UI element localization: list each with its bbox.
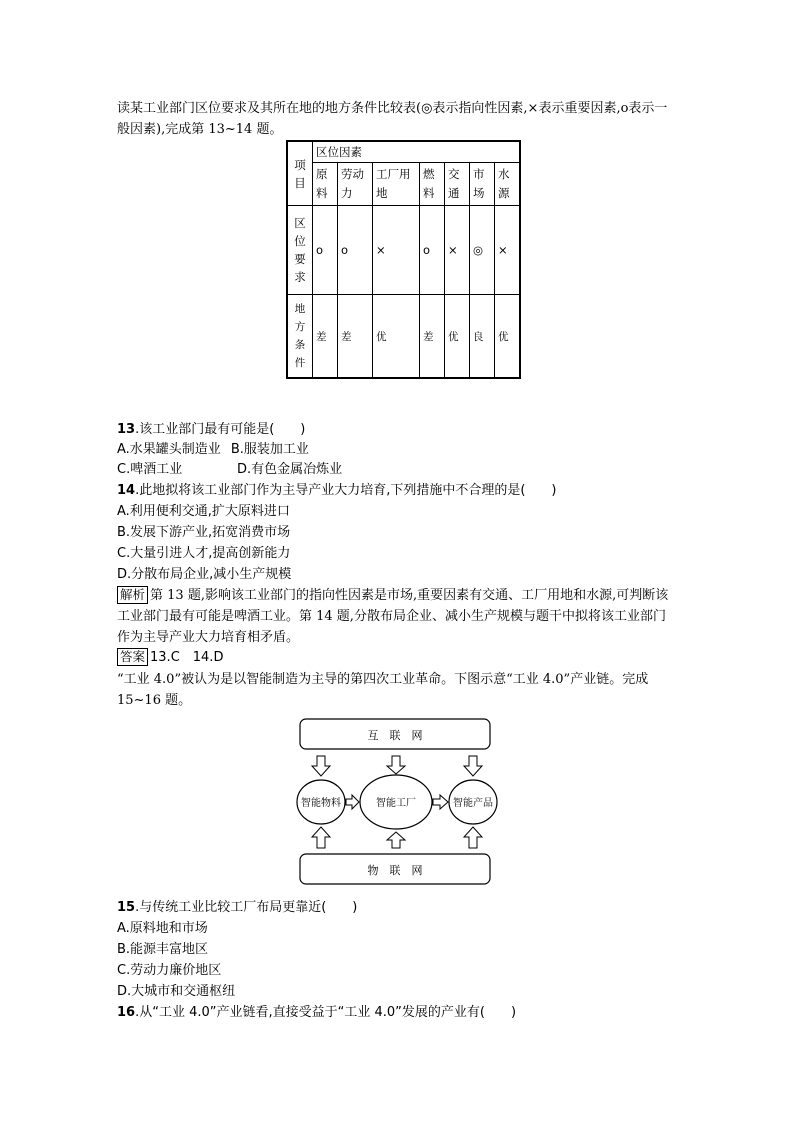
table-col-header: 交通: [445, 163, 470, 206]
option-a[interactable]: A.原料地和市场: [117, 921, 208, 936]
arrow-right-icon: [346, 795, 359, 809]
question-number: 16: [117, 1005, 136, 1020]
question-15: [117, 898, 357, 918]
q13-options-row-2: [117, 460, 342, 480]
answer-block: [117, 648, 223, 668]
table-cell: 差: [338, 295, 373, 379]
table-cell: ×: [373, 206, 420, 295]
table-group-header: 区位因素: [313, 141, 521, 163]
arrow-down-icon: [387, 756, 405, 774]
option-d[interactable]: D.有色金属冶炼业: [237, 462, 343, 477]
table-cell: ×: [445, 206, 470, 295]
option-b[interactable]: B.服装加工业: [230, 442, 309, 457]
analysis-block: [117, 585, 677, 648]
table-col-header: 水源: [495, 163, 521, 206]
table-cell: o: [420, 206, 445, 295]
answer-text: 13.C 14.D: [150, 650, 224, 665]
option-c[interactable]: C.大量引进人才,提高创新能力: [117, 546, 291, 561]
option-d[interactable]: D.分散布局企业,减小生产规模: [117, 567, 292, 582]
q13-options-row-1: [117, 440, 309, 460]
table-col-header: 原料: [313, 163, 338, 206]
arrow-down-icon: [464, 756, 482, 776]
question-number: 15: [117, 900, 136, 915]
table-cell: 优: [373, 295, 420, 379]
iot-label: 物 联 网: [367, 864, 423, 877]
intro-text: 读某工业部门区位要求及其所在地的地方条件比较表(◎表示指向性因素,×表示重要因素,o表示一般因素),完成第 13~14 题。: [117, 101, 668, 137]
smart-material-label: 智能物料: [301, 798, 341, 809]
question-stem: .此地拟将该工业部门作为主导产业大力培育,下列措施中不合理的是( ): [135, 483, 557, 498]
answer-tag: 答案: [117, 648, 148, 666]
row-label-requirement: 区位要求: [287, 206, 313, 295]
option-c[interactable]: C.劳动力廉价地区: [117, 963, 222, 978]
smart-factory-label: 智能工厂: [376, 798, 416, 809]
table-col-header: 燃料: [420, 163, 445, 206]
option-b[interactable]: B.能源丰富地区: [117, 942, 209, 957]
question-number: 14: [117, 483, 136, 498]
option-b[interactable]: B.发展下游产业,拓宽消费市场: [117, 525, 291, 540]
question-14: [117, 481, 557, 501]
table-col-header: 工厂用地: [373, 163, 420, 206]
table-cell: 差: [420, 295, 445, 379]
question-16: [117, 1003, 516, 1023]
table-col-header: 市场: [470, 163, 495, 206]
location-factor-table: [286, 140, 521, 379]
table-col-header: 劳动力: [338, 163, 373, 206]
arrow-right-icon: [433, 795, 448, 809]
table-cell: 良: [470, 295, 495, 379]
question-13: [117, 420, 305, 440]
question-stem: .与传统工业比较工厂布局更靠近( ): [135, 900, 358, 915]
table-cell: o: [313, 206, 338, 295]
table-cell: ×: [495, 206, 521, 295]
analysis-text: 第 13 题,影响该工业部门的指向性因素是市场,重要因素有交通、工厂用地和水源,可判断该工业部门最有可能是啤酒工业。第 14 题,分散布局企业、减小生产规模与题干中拟将该工业部门作为主导产业大力培育相矛盾。: [117, 588, 669, 645]
table-cell: o: [338, 206, 373, 295]
question-stem: .从“工业 4.0”产业链看,直接受益于“工业 4.0”发展的产业有( ): [135, 1005, 517, 1020]
row-label-condition: 地方条件: [287, 295, 313, 379]
table-corner: 项目: [287, 141, 313, 206]
table-cell: 优: [445, 295, 470, 379]
table-cell: ◎: [470, 206, 495, 295]
arrow-up-icon: [464, 827, 482, 848]
intro2-text: “工业 4.0”被认为是以智能制造为主导的第四次工业革命。下图示意“工业 4.0”产业链。完成 15~16 题。: [117, 672, 649, 708]
option-a[interactable]: A.利用便利交通,扩大原料进口: [117, 504, 290, 519]
question-stem: .该工业部门最有可能是( ): [135, 422, 306, 437]
option-a[interactable]: A.水果罐头制造业: [117, 442, 221, 457]
option-c[interactable]: C.啤酒工业: [117, 462, 183, 477]
smart-product-label: 智能产品: [453, 798, 493, 809]
internet-label: 互 联 网: [367, 729, 423, 742]
arrow-down-icon: [312, 756, 330, 776]
industry-chain-diagram: [290, 716, 500, 888]
table-cell: 差: [313, 295, 338, 379]
arrow-up-icon: [312, 827, 330, 848]
analysis-tag: 解析: [117, 586, 148, 604]
table-cell: 优: [495, 295, 521, 379]
option-d[interactable]: D.大城市和交通枢纽: [117, 984, 236, 999]
arrow-up-icon: [387, 832, 405, 848]
question-number: 13: [117, 422, 136, 437]
